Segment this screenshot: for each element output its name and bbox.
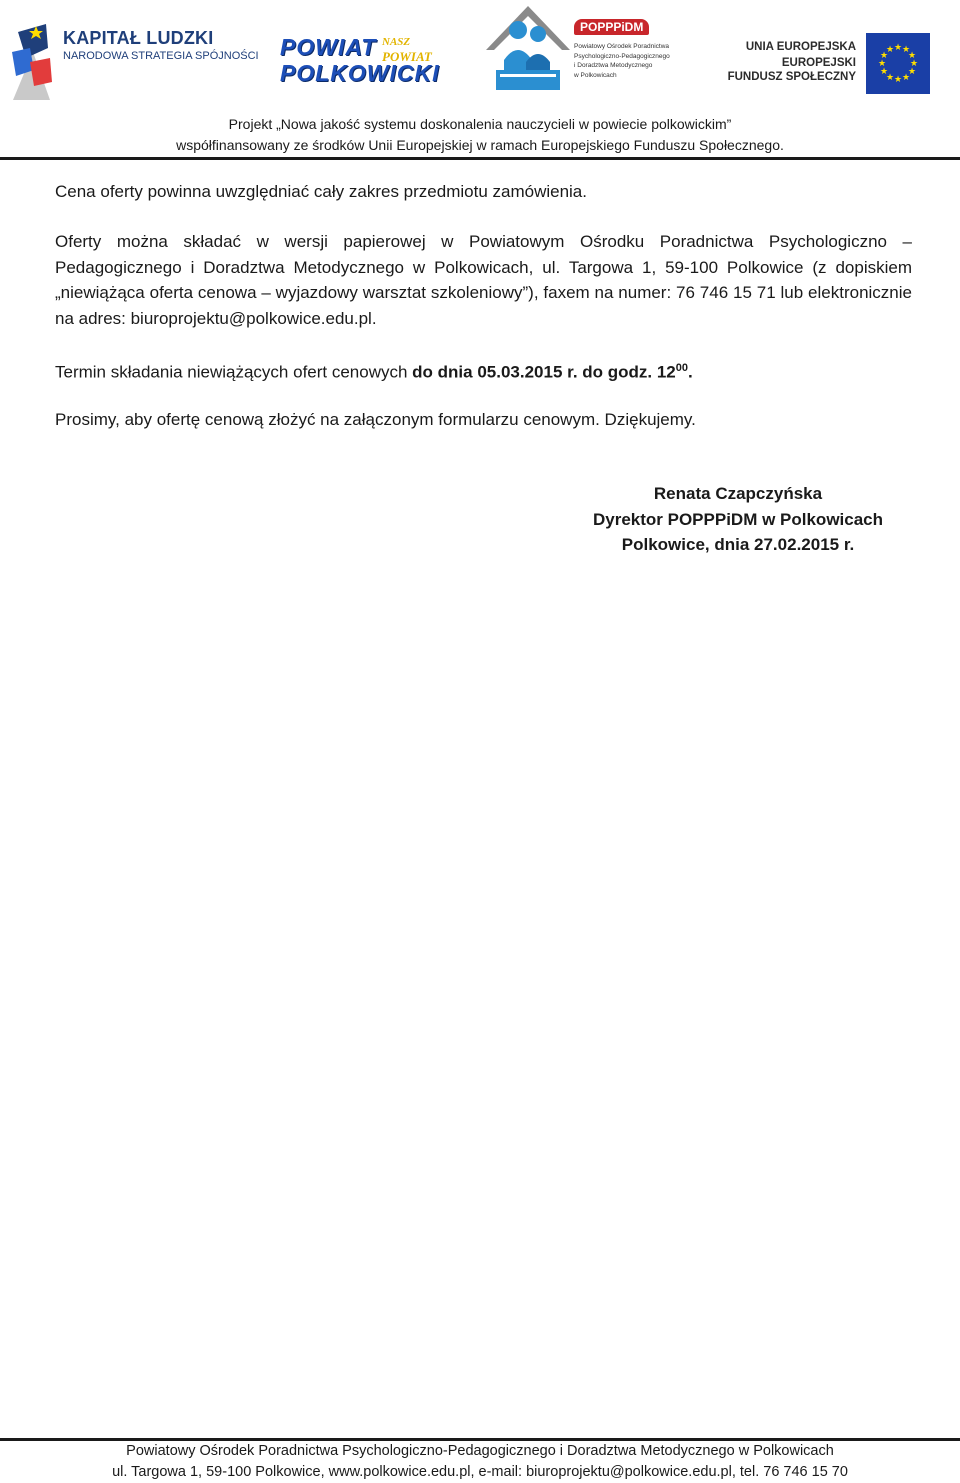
deadline-prefix: Termin składania niewiążących ofert cenowych xyxy=(55,362,413,382)
project-funding-line: współfinansowany ze środków Unii Europejskiej w ramach Europejskiego Funduszu Społecznego. xyxy=(176,137,784,153)
ue-line3: FUNDUSZ SPOŁECZNY xyxy=(727,71,856,83)
svg-text:★: ★ xyxy=(879,67,889,77)
popppidm-desc-line: Psychologiczno-Pedagogicznego xyxy=(574,52,670,60)
popppidm-name: POPPPiDM xyxy=(574,19,649,35)
footer-divider xyxy=(0,1438,960,1441)
svg-text:★: ★ xyxy=(879,51,889,61)
popppidm-desc-line: w Polkowicach xyxy=(574,71,617,79)
svg-text:★: ★ xyxy=(893,43,903,53)
popppidm-desc-line: Powiatowy Ośrodek Poradnictwa xyxy=(574,43,670,50)
svg-text:★: ★ xyxy=(907,67,917,77)
svg-text:★: ★ xyxy=(885,73,895,83)
svg-text:★: ★ xyxy=(901,45,911,55)
popppidm-emblem-icon xyxy=(482,0,574,100)
paragraph-deadline xyxy=(55,356,912,385)
signature-date: Polkowice, dnia 27.02.2015 r. xyxy=(621,535,855,554)
svg-text:★: ★ xyxy=(907,51,917,61)
kapital-ludzki-title: KAPITAŁ LUDZKI xyxy=(63,28,214,48)
project-title-line: Projekt „Nowa jakość systemu doskonalenia nauczycieli w powiecie polkowickim” xyxy=(228,116,732,132)
powiat-logo-powiat: POWIAT xyxy=(382,49,432,64)
svg-text:★: ★ xyxy=(893,75,903,85)
powiat-logo-line1: POWIAT xyxy=(280,34,377,60)
eu-flag-icon xyxy=(866,33,930,94)
deadline-end: . xyxy=(688,362,693,382)
signature-name: Renata Czapczyńska xyxy=(653,484,823,503)
logo-bar xyxy=(0,0,960,112)
powiat-polkowicki-logo xyxy=(278,30,438,90)
kapital-ludzki-subtitle: NARODOWA STRATEGIA SPÓJNOŚCI xyxy=(63,50,259,62)
popppidm-desc-line: i Doradztwa Metodycznego xyxy=(574,62,653,69)
popppidm-description xyxy=(574,42,684,80)
powiat-logo-line2: POLKOWICKI xyxy=(280,60,440,86)
paragraph-submission-info: Oferty można składać w wersji papierowej w Powiatowym Ośrodku Poradnictwa Psychologiczno – Pedagogicznego i Doradztwa Metodycznego w Polkowicach, ul. Targowa 1, 59-100 Polkowice (z dopiskiem „niewiążąca oferta cenowa – wyjazdowy warsztat szkoleniowy”), faxem na numer: 76 746 15 71 lub elektronicznie na adres: biuroprojektu@polkowice.edu.pl. xyxy=(55,232,912,328)
deadline-date: do dnia 05.03.2015 r. do godz. 12 xyxy=(412,362,676,382)
footer-contact: ul. Targowa 1, 59-100 Polkowice, www.polkowice.edu.pl, e-mail: biuroprojektu@polkowice.edu.pl, tel. 76 746 15 70 xyxy=(112,1464,848,1480)
ue-line2: EUROPEJSKI xyxy=(781,57,856,69)
signature-role: Dyrektor POPPPiDM w Polkowicach xyxy=(592,510,884,529)
svg-text:★: ★ xyxy=(901,73,911,83)
svg-text:★: ★ xyxy=(885,45,895,55)
header-divider xyxy=(0,157,960,160)
paragraph-price-scope: Cena oferty powinna uwzględniać cały zakres przedmiotu zamówienia. xyxy=(55,182,587,201)
kapital-ludzki-emblem-icon xyxy=(8,22,60,102)
ue-line1: UNIA EUROPEJSKA xyxy=(745,41,856,53)
svg-text:★: ★ xyxy=(909,59,919,69)
paragraph-form-request: Prosimy, aby ofertę cenową złożyć na załączonym formularzu cenowym. Dziękujemy. xyxy=(55,410,696,429)
deadline-minutes: 00 xyxy=(675,362,689,374)
svg-text:★: ★ xyxy=(877,59,887,69)
footer-institution: Powiatowy Ośrodek Poradnictwa Psychologiczno-Pedagogicznego i Doradztwa Metodycznego w Polkowicach xyxy=(126,1443,834,1459)
eu-stars-icon xyxy=(866,33,930,94)
powiat-logo-nasz: NASZ xyxy=(382,36,411,48)
